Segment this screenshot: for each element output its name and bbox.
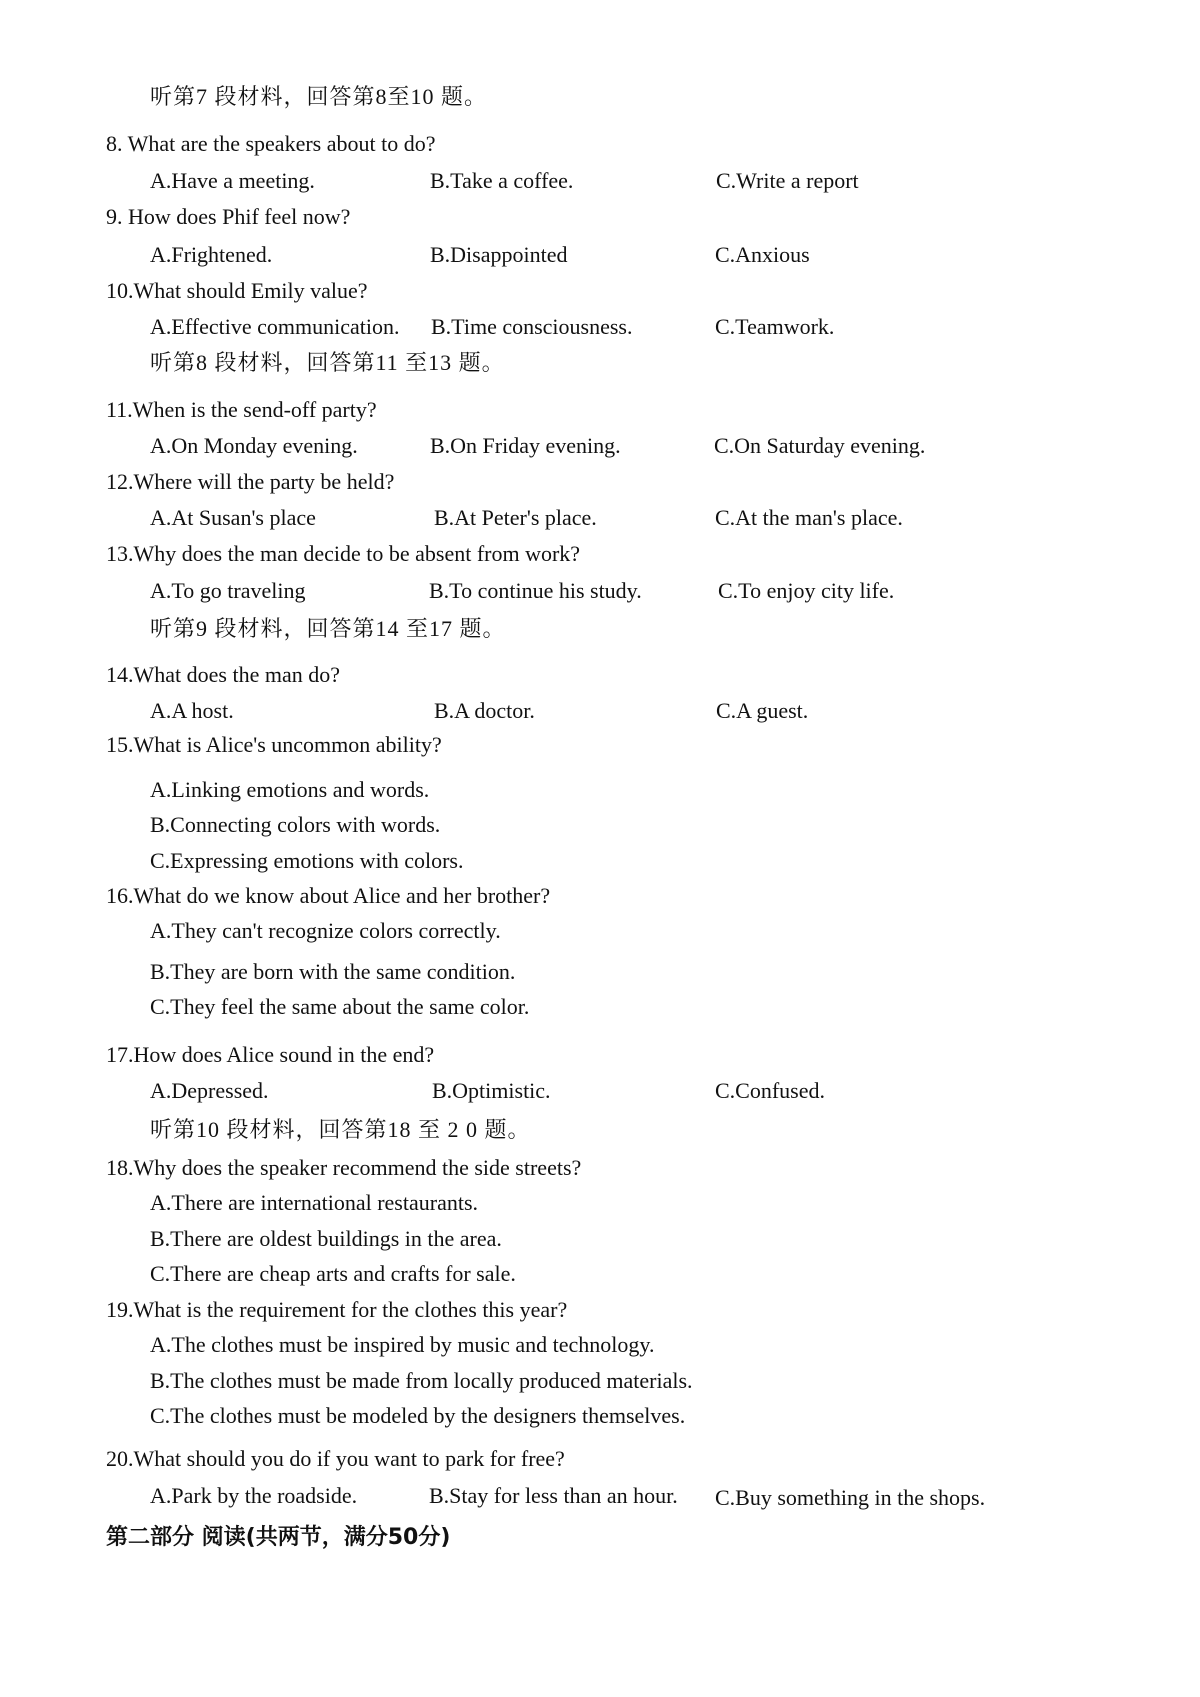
- option-c: C.On Saturday evening.: [714, 433, 926, 458]
- question-stem: 13.Why does the man decide to be absent from work?: [106, 541, 581, 566]
- part-heading: 第二部分 阅读(共两节，满分50分): [106, 1525, 451, 1550]
- option-b: B.On Friday evening.: [430, 433, 621, 458]
- option-b: B.Optimistic.: [432, 1078, 551, 1103]
- option-b: B.Disappointed: [430, 242, 568, 267]
- option-a: A.Linking emotions and words.: [150, 777, 430, 802]
- option-b: B.Stay for less than an hour.: [429, 1483, 678, 1508]
- question-stem: 18.Why does the speaker recommend the side streets?: [106, 1155, 582, 1180]
- option-a: A.To go traveling: [150, 578, 306, 603]
- question-stem: 19.What is the requirement for the clothes this year?: [106, 1297, 568, 1322]
- option-c: C.Buy something in the shops.: [715, 1485, 986, 1510]
- option-b: B.They are born with the same condition.: [150, 959, 516, 984]
- question-stem: 17.How does Alice sound in the end?: [106, 1042, 435, 1067]
- option-a: A.There are international restaurants.: [150, 1190, 479, 1215]
- option-c: C.At the man's place.: [715, 505, 903, 530]
- option-c: C.They feel the same about the same color.: [150, 994, 530, 1019]
- option-b: B.A doctor.: [434, 698, 535, 723]
- option-b: B.Connecting colors with words.: [150, 812, 441, 837]
- option-b: B.At Peter's place.: [434, 505, 597, 530]
- question-stem: 12.Where will the party be held?: [106, 469, 395, 494]
- question-stem: 9. How does Phif feel now?: [106, 204, 351, 229]
- section-intro: 听第9 段材料，回答第14 至17 题。: [150, 616, 506, 641]
- option-a: A.Frightened.: [150, 242, 273, 267]
- option-a: A.Effective communication.: [150, 314, 400, 339]
- option-b: B.Time consciousness.: [431, 314, 633, 339]
- option-a: A.A host.: [150, 698, 234, 723]
- question-stem: 11.When is the send-off party?: [106, 397, 377, 422]
- section-intro: 听第8 段材料，回答第11 至13 题。: [150, 350, 505, 375]
- option-c: C.There are cheap arts and crafts for sale.: [150, 1261, 516, 1286]
- option-c: C.Confused.: [715, 1078, 825, 1103]
- question-stem: 14.What does the man do?: [106, 662, 340, 687]
- option-c: C.Anxious: [715, 242, 810, 267]
- option-a: A.At Susan's place: [150, 505, 316, 530]
- option-a: A.Have a meeting.: [150, 168, 315, 193]
- option-c: C.To enjoy city life.: [718, 578, 895, 603]
- question-stem: 8. What are the speakers about to do?: [106, 131, 436, 156]
- option-a: A.On Monday evening.: [150, 433, 358, 458]
- option-b: B.Take a coffee.: [430, 168, 574, 193]
- option-b: B.There are oldest buildings in the area.: [150, 1226, 502, 1251]
- option-a: A.The clothes must be inspired by music and technology.: [150, 1332, 655, 1357]
- option-a: A.They can't recognize colors correctly.: [150, 918, 501, 943]
- question-stem: 16.What do we know about Alice and her brother?: [106, 883, 551, 908]
- section-intro: 听第10 段材料，回答第18 至 2 0 题。: [150, 1117, 531, 1142]
- option-a: A.Park by the roadside.: [150, 1483, 358, 1508]
- option-b: B.To continue his study.: [429, 578, 642, 603]
- question-stem: 20.What should you do if you want to park for free?: [106, 1446, 565, 1471]
- option-a: A.Depressed.: [150, 1078, 269, 1103]
- question-stem: 15.What is Alice's uncommon ability?: [106, 732, 442, 757]
- option-c: C.Teamwork.: [715, 314, 835, 339]
- option-b: B.The clothes must be made from locally produced materials.: [150, 1368, 693, 1393]
- option-c: C.The clothes must be modeled by the designers themselves.: [150, 1403, 686, 1428]
- question-stem: 10.What should Emily value?: [106, 278, 368, 303]
- option-c: C.A guest.: [716, 698, 809, 723]
- option-c: C.Expressing emotions with colors.: [150, 848, 464, 873]
- option-c: C.Write a report: [716, 168, 859, 193]
- section-intro: 听第7 段材料，回答第8至10 题。: [150, 84, 488, 109]
